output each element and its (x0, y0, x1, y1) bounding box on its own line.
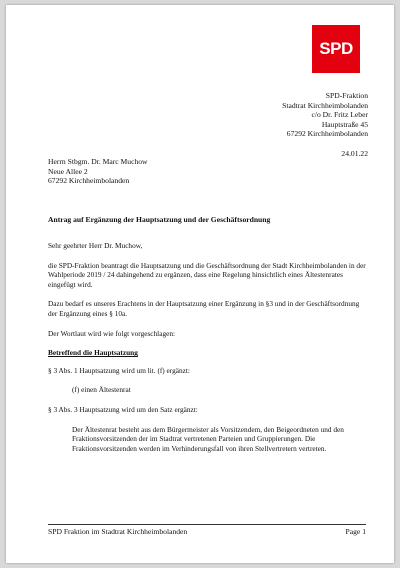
amendment-item: § 3 Abs. 3 Hauptsatzung wird um den Satz ergänzt: (48, 404, 198, 414)
sender-line: 67292 Kirchheimbolanden (286, 129, 368, 139)
sender-line: c/o Dr. Fritz Leber (311, 110, 368, 120)
amendment-text: Der Ältestenrat besteht aus dem Bürgermeister als Vorsitzendem, den Beigeordneten und den Fraktionsvorsitzenden der im Stadtrat vertretenen Parteien und Gruppierungen. Die Fraktionsvorsitzenden werden im Verhinderungsfall von ihren Stellvertretern vertreten. (72, 424, 344, 453)
recipient-address (48, 157, 148, 186)
paragraph: Dazu bedarf es unseres Erachtens in der Hauptsatzung einer Ergänzung in §3 und in der Geschäftsordnung der Ergänzung eines § 10a. (48, 299, 360, 318)
recipient-line: Neue Allee 2 (48, 166, 88, 176)
paragraph: die SPD-Fraktion beantragt die Hauptsatzung und die Geschäftsordnung der Stadt Kirchheimbolanden in der Wahlperiode 2019 / 24 dahingehend zu ergänzen, dass eine Regelung hinsichtlich eines Ältestenrates eingefügt wird. (48, 260, 366, 289)
page-number: Page 1 (345, 527, 366, 536)
page-footer (48, 527, 366, 536)
letter-subject: Antrag auf Ergänzung der Hauptsatzung und der Geschäftsordnung (48, 215, 271, 224)
amendment-item: § 3 Abs. 1 Hauptsatzung wird um lit. (f) ergänzt: (48, 365, 190, 375)
recipient-line: Herrn Stbgm. Dr. Marc Muchow (48, 157, 148, 166)
footer-divider (48, 524, 366, 525)
sender-line: Hauptstraße 45 (321, 119, 368, 129)
logo-text: SPD (319, 39, 353, 58)
section-heading: Betreffend die Hauptsatzung (48, 348, 138, 358)
recipient-line: 67292 Kirchheimbolanden (48, 176, 130, 186)
letter-body (48, 241, 366, 453)
sender-line: Stadtrat Kirchheimbolanden (282, 100, 368, 110)
salutation: Sehr geehrter Herr Dr. Muchow, (48, 241, 143, 250)
paragraph: Der Wortlaut wird wie folgt vorgeschlagen: (48, 328, 176, 338)
letter-date: 24.01.22 (341, 149, 368, 158)
document-page (6, 5, 394, 563)
spd-logo (312, 25, 360, 73)
sender-line: SPD-Fraktion (325, 91, 368, 100)
amendment-text: (f) einen Ältestenrat (72, 385, 131, 395)
sender-address (282, 91, 368, 139)
footer-left: SPD Fraktion im Stadtrat Kirchheimbolanden (48, 527, 188, 536)
